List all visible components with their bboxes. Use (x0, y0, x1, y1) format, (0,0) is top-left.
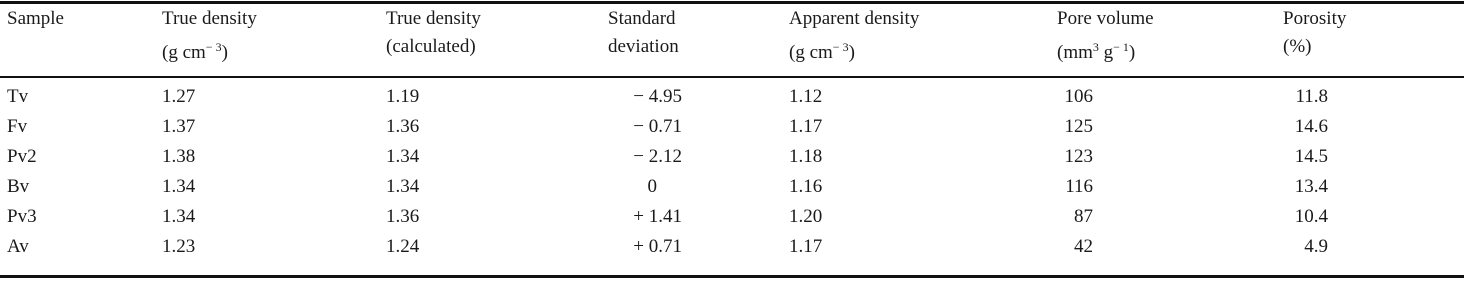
cell-true-density: 1.38 (162, 146, 196, 167)
unit-superscript: 3 (1092, 40, 1099, 54)
header-standard-deviation (608, 8, 679, 58)
cell-true-density-calculated: 1.36 (386, 116, 420, 137)
header-true-density-calculated-line2: (calculated) (386, 36, 476, 57)
cell-porosity: 14.5 (1294, 146, 1328, 167)
header-apparent-density-unit (789, 36, 919, 64)
cell-sample: Pv2 (7, 146, 37, 167)
unit-text: ) (1128, 42, 1136, 63)
cell-pore-volume: 42 (1074, 236, 1093, 257)
cell-sample: Fv (7, 116, 28, 137)
table-row (0, 86, 1464, 114)
cell-apparent-density: 1.17 (789, 116, 823, 137)
cell-apparent-density: 1.17 (789, 236, 823, 257)
header-true-density-line1: True density (162, 8, 257, 29)
cell-standard-deviation: 0 (647, 176, 657, 197)
bottom-rule (0, 275, 1464, 278)
cell-true-density: 1.34 (162, 176, 196, 197)
cell-apparent-density: 1.18 (789, 146, 823, 167)
cell-apparent-density: 1.12 (789, 86, 823, 107)
table-row (0, 176, 1464, 204)
header-pore-volume-line1: Pore volume (1057, 8, 1154, 29)
header-true-density-calculated (386, 8, 481, 58)
unit-superscript: − 1 (1113, 40, 1129, 54)
unit-text: ) (221, 42, 228, 63)
header-pore-volume-unit (1057, 36, 1154, 64)
cell-standard-deviation: + 1.41 (633, 206, 682, 227)
cell-standard-deviation: − 0.71 (633, 116, 682, 137)
unit-superscript: − 3 (205, 40, 222, 54)
header-pore-volume (1057, 8, 1154, 64)
cell-true-density: 1.34 (162, 206, 196, 227)
cell-pore-volume: 125 (1064, 116, 1093, 137)
header-true-density-calculated-line1: True density (386, 8, 481, 29)
header-rule (0, 76, 1464, 78)
cell-true-density: 1.37 (162, 116, 196, 137)
table-row (0, 206, 1464, 234)
cell-standard-deviation: + 0.71 (633, 236, 682, 257)
cell-sample: Bv (7, 176, 30, 197)
table-row (0, 116, 1464, 144)
cell-true-density-calculated: 1.36 (386, 206, 420, 227)
cell-porosity: 4.9 (1304, 236, 1328, 257)
cell-standard-deviation: − 4.95 (633, 86, 682, 107)
header-sample (7, 8, 64, 30)
cell-true-density-calculated: 1.34 (386, 176, 420, 197)
cell-sample: Av (7, 236, 29, 257)
cell-standard-deviation: − 2.12 (633, 146, 682, 167)
header-porosity-line1: Porosity (1283, 8, 1347, 29)
cell-porosity: 11.8 (1295, 86, 1328, 107)
header-apparent-density-line1: Apparent density (789, 8, 920, 29)
cell-pore-volume: 116 (1065, 176, 1093, 197)
cell-true-density-calculated: 1.34 (386, 146, 420, 167)
unit-text: (mm (1057, 42, 1093, 63)
unit-text: (g cm (789, 42, 833, 63)
unit-text: g (1098, 42, 1114, 63)
header-true-density-unit (162, 36, 257, 64)
header-standard-deviation-line2: deviation (608, 36, 679, 57)
cell-true-density: 1.23 (162, 236, 196, 257)
cell-apparent-density: 1.16 (789, 176, 823, 197)
cell-true-density-calculated: 1.24 (386, 236, 420, 257)
table-row (0, 236, 1464, 264)
cell-pore-volume: 87 (1074, 206, 1093, 227)
cell-true-density: 1.27 (162, 86, 196, 107)
header-true-density (162, 8, 257, 64)
cell-porosity: 14.6 (1294, 116, 1328, 137)
unit-text: (g cm (162, 42, 206, 63)
header-standard-deviation-line1: Standard (608, 8, 676, 29)
cell-porosity: 10.4 (1294, 206, 1328, 227)
cell-porosity: 13.4 (1294, 176, 1328, 197)
cell-sample: Tv (7, 86, 29, 107)
unit-superscript: − 3 (832, 40, 849, 54)
header-porosity-line2: (%) (1283, 36, 1312, 57)
cell-apparent-density: 1.20 (789, 206, 823, 227)
cell-sample: Pv3 (7, 206, 37, 227)
unit-text: ) (848, 42, 855, 63)
top-rule (0, 1, 1464, 4)
cell-pore-volume: 123 (1064, 146, 1093, 167)
cell-pore-volume: 106 (1064, 86, 1093, 107)
header-porosity (1283, 8, 1346, 58)
header-apparent-density (789, 8, 919, 64)
cell-true-density-calculated: 1.19 (386, 86, 420, 107)
table-row (0, 146, 1464, 174)
header-sample-line1: Sample (7, 8, 64, 29)
